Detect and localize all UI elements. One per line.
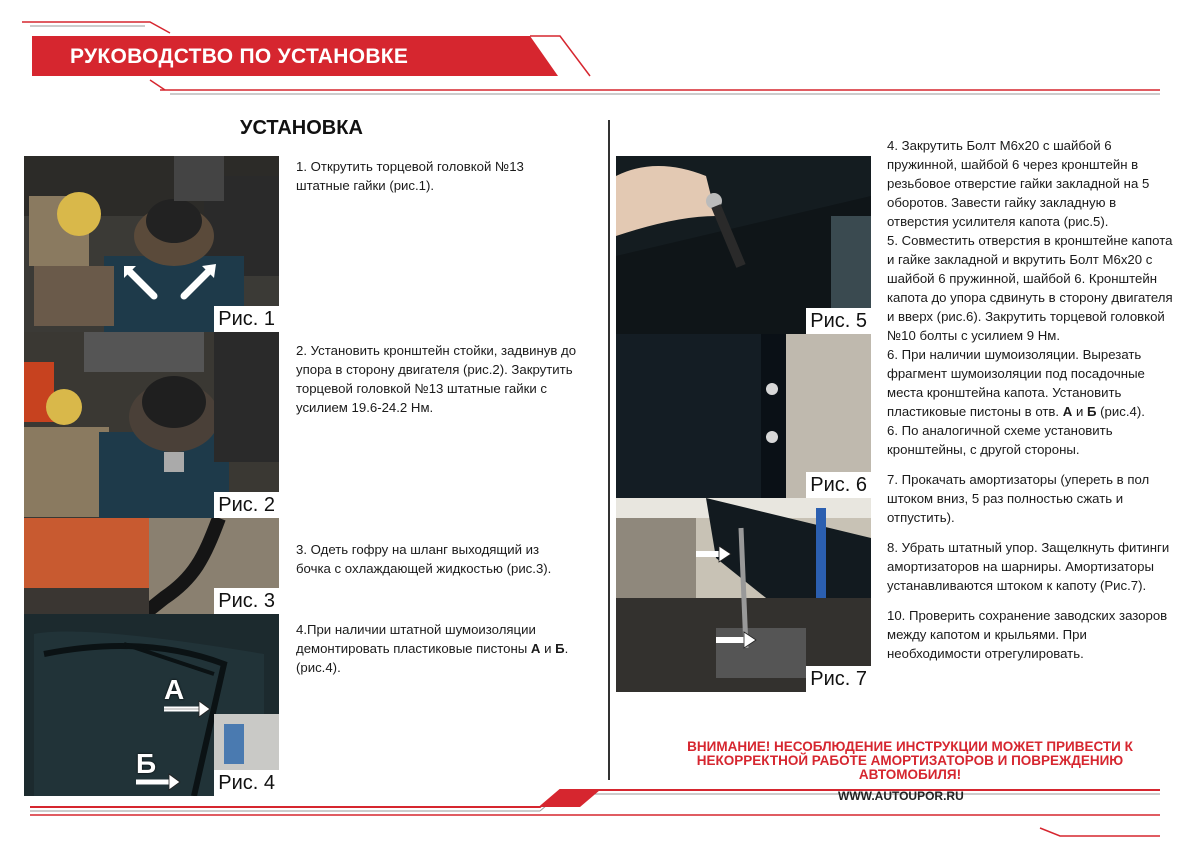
warning-line-3: АВТОМОБИЛЯ! [858, 767, 962, 782]
warning-notice [650, 740, 1170, 782]
figure-5-caption: Рис. 5 [806, 308, 871, 334]
figure-7-photo [616, 498, 871, 692]
marker-b-label: Б [136, 748, 157, 779]
step-r6a-mid: и [1072, 404, 1087, 419]
step-r6a-label-b: Б [1086, 404, 1097, 419]
step-4-text-post: . (рис.4). [296, 641, 569, 675]
figure-1-photo [24, 156, 279, 332]
step-r7-text: 7. Прокачать амортизаторы (упереть в пол штоком вниз, 5 раз полностью сжать и отпустить). [887, 472, 1150, 525]
step-r5-text: 5. Совместить отверстия в кронштейне капота и гайке закладной и вкрутить Болт М6х20 с шайбой 6 пружинной, шайбой 6. Кронштейн капота до упора сдвинуть в сторону двигателя и вверх (рис.6). Закрутить торцевой головкой №10 болты с усилием 9 Нм. [887, 233, 1173, 343]
figure-4-caption: Рис. 4 [214, 770, 279, 796]
step-r6a-post: (рис.4). [1096, 404, 1145, 419]
figure-2-photo [24, 332, 279, 518]
right-steps [887, 136, 1177, 663]
marker-a-label: А [164, 674, 185, 705]
step-r8-text: 8. Убрать штатный упор. Защелкнуть фитинги амортизаторов на шарниры. Амортизаторы устанавливаются штоком к капоту (Рис.7). [887, 540, 1170, 593]
step-1-text: 1. Открутить торцевой головкой №13 штатные гайки (рис.1). [296, 159, 524, 193]
step-2-text: 2. Установить кронштейн стойки, задвинув до упора в сторону двигателя (рис.2). Закрутить торцевой головкой №13 штатные гайки с усилием 19.6-24.2 Нм. [296, 343, 577, 415]
figure-1-caption: Рис. 1 [214, 306, 279, 332]
figure-3-caption: Рис. 3 [214, 588, 279, 614]
figure-4-photo [24, 614, 279, 796]
step-4-label-a: А [530, 641, 541, 656]
footer-band [0, 778, 1186, 853]
step-3-text: 3. Одеть гофру на шланг выходящий из бочка с охлаждающей жидкостью (рис.3). [296, 542, 552, 576]
figure-6-caption: Рис. 6 [806, 472, 871, 498]
column-divider [608, 120, 610, 780]
step-4-label-b: Б [555, 641, 565, 656]
figure-5-photo [616, 156, 871, 334]
figure-6-photo [616, 334, 871, 498]
step-r6a-pre: 6. При наличии шумоизоляции. Вырезать фрагмент шумоизоляции под посадочные места кронштейна капота. Установить пластиковые пистоны в отв. [887, 347, 1145, 419]
page-header-title: РУКОВОДСТВО ПО УСТАНОВКЕ [70, 45, 409, 68]
step-4-text-pre: 4.При наличии штатной шумоизоляции демонтировать пластиковые пистоны [296, 622, 536, 656]
section-title: УСТАНОВКА [240, 117, 363, 139]
step-r10-text: 10. Проверить сохранение заводских зазоров между капотом и крыльями. При необходимости отрегулировать. [887, 608, 1168, 661]
step-4-text [296, 620, 586, 677]
figure-3-photo [24, 518, 279, 614]
figure-2-caption: Рис. 2 [214, 492, 279, 518]
header-band [0, 0, 1186, 110]
warning-line-1: ВНИМАНИЕ! НЕСОБЛЮДЕНИЕ ИНСТРУКЦИИ МОЖЕТ ПРИВЕСТИ К [687, 739, 1133, 754]
figure-7-caption: Рис. 7 [806, 666, 871, 692]
step-r6b-text: 6. По аналогичной схеме установить кронштейны, с другой стороны. [887, 423, 1113, 457]
footer-site-url: WWW.AUTOUPOR.RU [838, 789, 964, 803]
step-r6a-text [887, 345, 1177, 421]
warning-line-2: НЕКОРРЕКТНОЙ РАБОТЕ АМОРТИЗАТОРОВ И ПОВРЕЖДЕНИЮ [696, 753, 1124, 768]
step-r6a-label-a: А [1062, 404, 1073, 419]
step-r4-text: 4. Закрутить Болт М6х20 с шайбой 6 пружинной, шайбой 6 через кронштейн в резьбовое отверстие гайки закладной на 5 оборотов. Завести гайку закладную в отверстия усилителя капота (рис.5). [887, 138, 1150, 229]
step-4-text-and: и [540, 641, 556, 656]
